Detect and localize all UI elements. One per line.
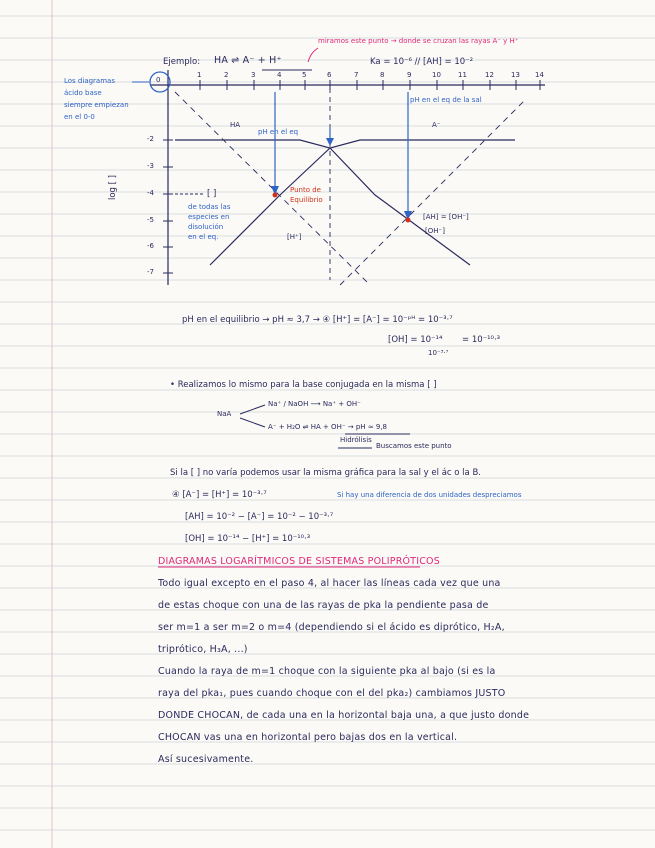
naa-label: NaA — [217, 410, 232, 418]
reaction-a: A⁻ + H₂O ⇌ HA + OH⁻ → pH ≈ 9,8 — [268, 423, 387, 431]
label-h: [H⁺] — [287, 233, 302, 241]
x-tick-12: 12 — [485, 71, 494, 79]
reaction-text: HA ⇌ A⁻ + H⁺ — [214, 55, 282, 66]
value-3: [OH] = 10⁻¹⁴ − [H⁺] = 10⁻¹⁰·³ — [185, 534, 311, 544]
poly-line-9: Así sucesivamente. — [158, 754, 254, 765]
label-punto-1: Punto de — [290, 186, 321, 194]
poly-line-3: ser m=1 a ser m=2 o m=4 (dependiendo si el ácido es diprótico, H₂A, — [158, 622, 505, 633]
side-note-4: en el 0-0 — [64, 113, 95, 121]
label-especies-4: en el eq. — [188, 233, 219, 241]
note-same: Si la [ ] no varía podemos usar la misma gráfica para la sal y el ác o la B. — [170, 468, 481, 478]
y-tick-m6: -6 — [147, 242, 154, 250]
a-line — [210, 140, 515, 265]
poly-line-7: DONDE CHOCAN, de cada una en la horizontal baja una, a que justo donde — [158, 710, 530, 721]
label-punto-2: Equilibrio — [290, 196, 323, 204]
y-tick-m2: -2 — [147, 135, 154, 143]
poly-title: DIAGRAMAS LOGARÍTMICOS DE SISTEMAS POLIPRÓTICOS — [158, 556, 440, 567]
eq-line-1: pH en el equilibrio → pH ≈ 3,7 → ④ [H⁺] = [A⁻] = 10⁻ᵖᴴ = 10⁻³·⁷ — [182, 315, 453, 325]
x-tick-14: 14 — [535, 71, 544, 79]
label-especies-1: de todas las — [188, 203, 231, 211]
label-oh: [OH⁻] — [425, 227, 445, 235]
poly-line-2: de estas choque con una de las rayas de pka la pendiente pasa de — [158, 600, 489, 611]
eq-line-2c: = 10⁻¹⁰·³ — [462, 335, 501, 345]
x-tick-9: 9 — [407, 71, 412, 79]
x-tick-5: 5 — [302, 71, 307, 79]
x-tick-2: 2 — [224, 71, 229, 79]
value-1-note: Si hay una diferencia de dos unidades despreciamos — [337, 491, 522, 499]
x-tick-11: 11 — [458, 71, 467, 79]
hidrolisis-label: Hidrólisis — [340, 436, 372, 444]
x-tick-7: 7 — [354, 71, 359, 79]
poly-line-6: raya del pka₁, pues cuando choque con el del pka₂) cambiamos JUSTO — [158, 688, 506, 699]
side-note-3: siempre empiezan — [64, 101, 129, 109]
side-note-1: Los diagramas — [64, 77, 115, 85]
side-note-2: ácido base — [64, 89, 102, 97]
y-tick-m5: -5 — [147, 216, 154, 224]
value-2: [AH] = 10⁻² − [A⁻] = 10⁻² − 10⁻³·⁷ — [185, 512, 334, 522]
label-ha: HA — [230, 121, 241, 129]
x-tick-10: 10 — [432, 71, 441, 79]
pink-note: miramos este punto → donde se cruzan las rayas A⁻ y H⁺ — [318, 37, 519, 45]
y-tick-m4: -4 — [147, 189, 154, 197]
x-tick-1: 1 — [197, 71, 202, 79]
label-ah-oh: [AH] = [OH⁻] — [423, 213, 469, 221]
x-tick-13: 13 — [511, 71, 520, 79]
buscamos-label: Buscamos este punto — [376, 442, 452, 450]
label-bracket: [ ] — [207, 189, 217, 199]
label-especies-2: especies en — [188, 213, 230, 221]
y-tick-m3: -3 — [147, 162, 154, 170]
zero-label: 0 — [156, 76, 161, 84]
y-tick-m7: -7 — [147, 268, 154, 276]
x-tick-4: 4 — [277, 71, 282, 79]
sal-point — [406, 218, 411, 223]
label-ph-eq: pH en el eq — [258, 128, 299, 136]
label-a: A⁻ — [432, 121, 441, 129]
x-tick-6: 6 — [327, 71, 332, 79]
eq-line-2a: [OH] = 10⁻¹⁴ — [388, 335, 443, 345]
ejemplo-label: Ejemplo: — [163, 57, 201, 67]
x-tick-8: 8 — [380, 71, 385, 79]
pink-arrow — [308, 48, 318, 62]
poly-line-8: CHOCAN vas una en horizontal pero bajas dos en la vertical. — [158, 732, 458, 743]
poly-line-5: Cuando la raya de m=1 choque con la siguiente pka al bajo (si es la — [158, 666, 496, 677]
base-intro: • Realizamos lo mismo para la base conjugada en la misma [ ] — [170, 380, 437, 390]
label-ph-sal: pH en el eq de la sal — [410, 96, 482, 104]
poly-line-1: Todo igual excepto en el paso 4, al hacer las líneas cada vez que una — [158, 578, 501, 589]
x-tick-3: 3 — [251, 71, 256, 79]
label-especies-3: disolución — [188, 223, 224, 231]
poly-line-4: triprótico, H₃A, ...) — [158, 644, 248, 655]
ka-text: Ka = 10⁻⁶ // [AH] = 10⁻² — [370, 57, 474, 67]
eq-line-2b: 10⁻³·⁷ — [428, 349, 449, 357]
reaction-na: Na⁺ / NaOH ⟶ Na⁺ + OH⁻ — [268, 400, 361, 408]
y-axis-label: log [ ] — [108, 175, 118, 200]
eq-point — [273, 193, 278, 198]
value-1: ④ [A⁻] = [H⁺] = 10⁻³·⁷ — [172, 490, 267, 500]
